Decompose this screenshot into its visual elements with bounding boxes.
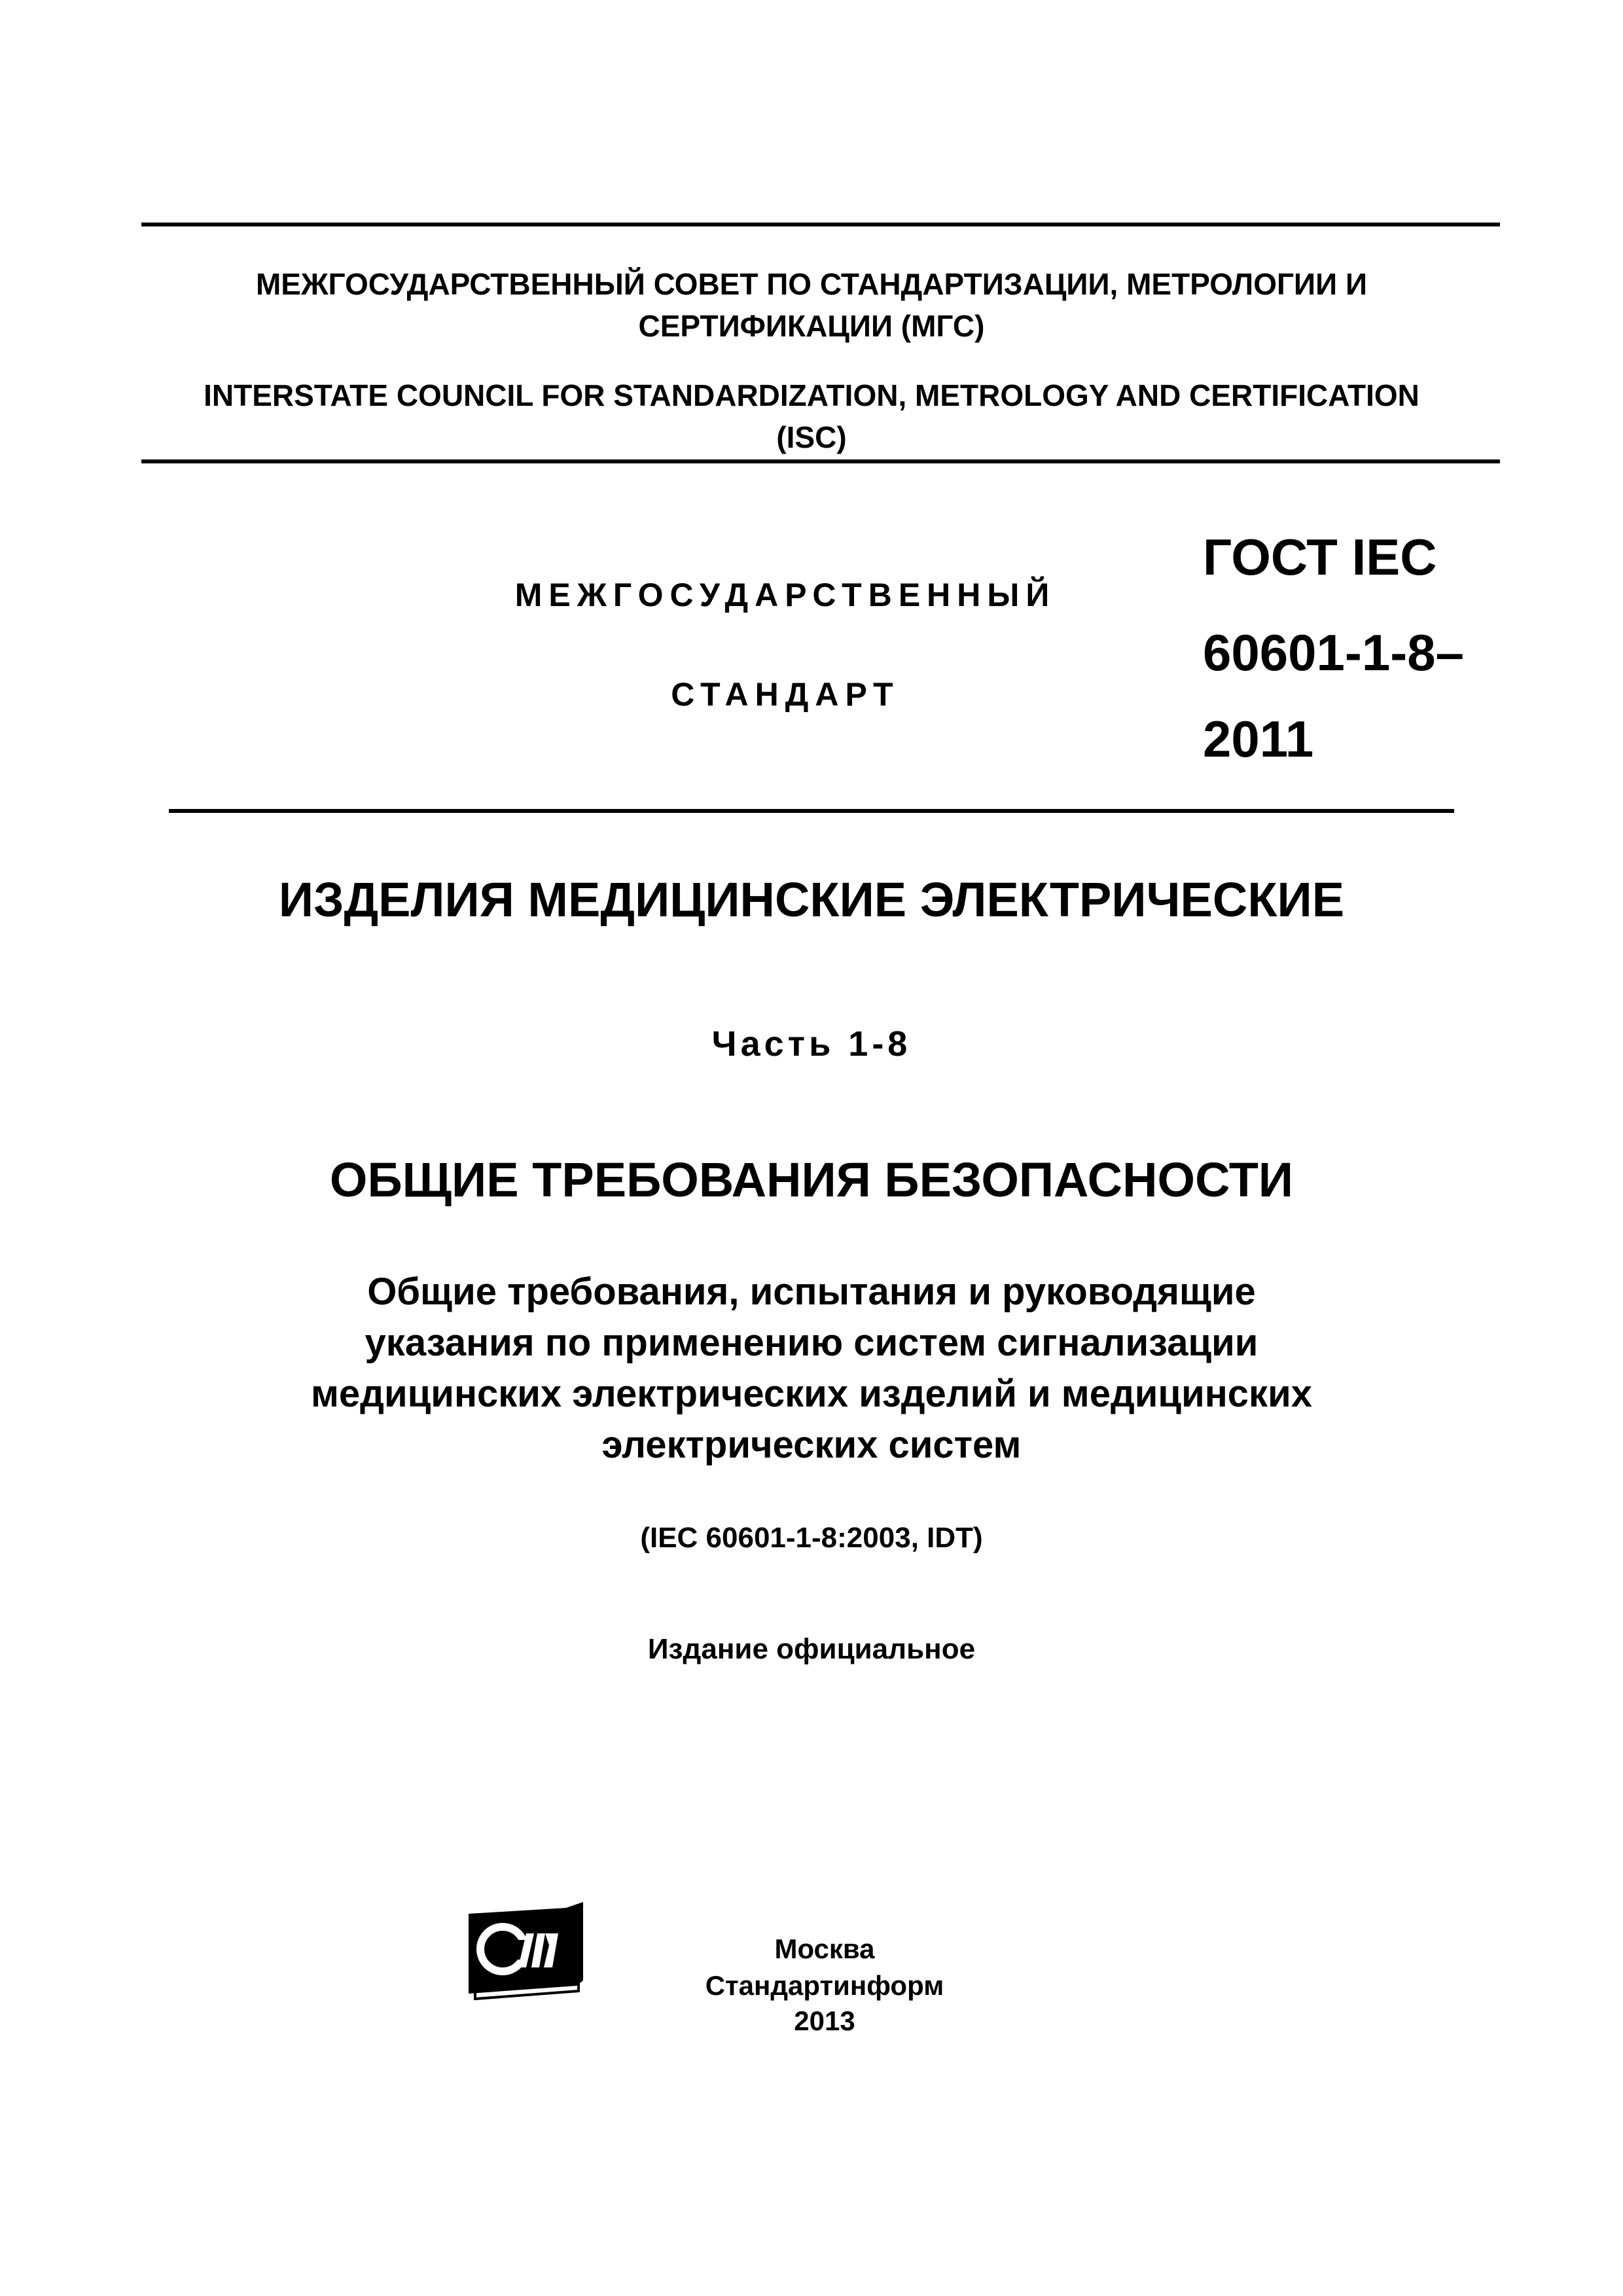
iec-reference: (IEC 60601-1-8:2003, IDT) bbox=[640, 1522, 983, 1554]
part-label: Часть 1-8 bbox=[711, 1024, 912, 1064]
top-rule bbox=[141, 223, 1500, 226]
council-en-line1: INTERSTATE COUNCIL FOR STANDARDIZATION, METROLOGY AND CERTIFICATION bbox=[204, 378, 1419, 412]
description-line2: указания по применению систем сигнализации bbox=[365, 1321, 1258, 1364]
standard-kind-line1: МЕЖГОСУДАРСТВЕННЫЙ bbox=[514, 577, 1056, 613]
description-line1: Общие требования, испытания и руководящие bbox=[367, 1270, 1256, 1313]
description-line3: медицинских электрических изделий и медицинских bbox=[311, 1372, 1312, 1415]
gost-number-line2: 60601-1-8– bbox=[1203, 624, 1464, 681]
council-ru-line2: СЕРТИФИКАЦИИ (МГС) bbox=[638, 309, 985, 343]
publisher-year: 2013 bbox=[794, 2005, 855, 2036]
council-ru-line1: МЕЖГОСУДАРСТВЕННЫЙ СОВЕТ ПО СТАНДАРТИЗАЦИИ, МЕТРОЛОГИИ И bbox=[255, 267, 1368, 301]
standard-kind-line2: СТАНДАРТ bbox=[671, 676, 900, 713]
gost-number-line1: ГОСТ IEC bbox=[1203, 528, 1437, 586]
description-line4: электрических систем bbox=[601, 1424, 1022, 1466]
council-bottom-rule bbox=[141, 459, 1500, 463]
section-title: ОБЩИЕ ТРЕБОВАНИЯ БЕЗОПАСНОСТИ bbox=[329, 1153, 1294, 1207]
publisher-name: Стандартинформ bbox=[705, 1970, 944, 2001]
standartinform-logo-icon bbox=[462, 1902, 586, 2000]
council-en-line2: (ISC) bbox=[776, 420, 847, 454]
edition-label: Издание официальное bbox=[647, 1633, 976, 1665]
header-bottom-rule bbox=[169, 809, 1454, 813]
document-title: ИЗДЕЛИЯ МЕДИЦИНСКИЕ ЭЛЕКТРИЧЕСКИЕ bbox=[278, 872, 1345, 927]
publisher-city: Москва bbox=[774, 1933, 875, 1964]
gost-number-line3: 2011 bbox=[1203, 710, 1314, 768]
